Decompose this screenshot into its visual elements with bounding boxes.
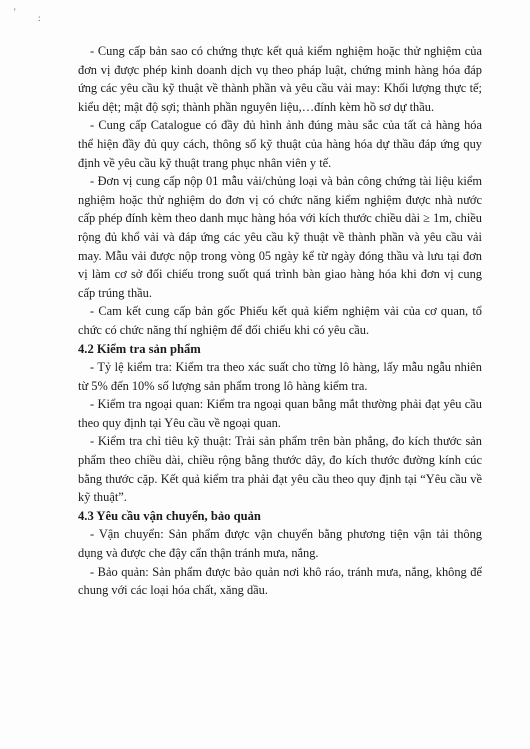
paragraph-certified-copy: - Cung cấp bản sao có chứng thực kết quả kiểm nghiệm hoặc thử nghiệm của đơn vị được phép kinh doanh dịch vụ theo pháp luật, chứng minh hàng hóa đáp ứng các yêu cầu kỹ thuật về thành phần và yêu cầu vải may: Khối lượng thực tế; kiểu dệt; mật độ sợi; thành phần nguyên liệu,…đính kèm hồ sơ dự thầu. xyxy=(78,44,482,114)
paragraph-fabric-sample: - Đơn vị cung cấp nộp 01 mẫu vải/chủng loại và bản công chứng tài liệu kiểm nghiệm hoặc thử nghiệm do đơn vị có chức năng kiểm nghiệm được nhà nước cấp phép đính kèm theo danh mục hàng hóa với kích thước chiều dài ≥ 1m, chiều rộng đủ khổ vải và đáp ứng các yêu cầu kỹ thuật về thành phần và yêu cầu vải may. Mẫu vải được nộp trong vòng 05 ngày kể từ ngày đóng thầu và lưu tại đơn vị làm cơ sở đối chiếu trong suốt quá trình bàn giao hàng hóa khi đơn vị cung cấp trúng thầu. xyxy=(78,174,482,300)
section-heading-product-inspection: 4.2 Kiểm tra sản phẩm xyxy=(78,341,201,356)
paragraph-catalogue: - Cung cấp Catalogue có đầy đủ hình ảnh đúng màu sắc của tất cả hàng hóa thể hiện đầy đủ quy cách, thông số kỹ thuật của hàng hóa dự thầu đáp ứng quy định về yêu cầu kỹ thuật trang phục nhân viên y tế. xyxy=(78,118,482,170)
paragraph-technical-inspection: - Kiểm tra chỉ tiêu kỹ thuật: Trải sản phẩm trên bàn phẳng, đo kích thước sản phẩm theo chiều dài, chiều rộng bằng thước dây, đo kích thước đường kính cúc bằng thước cặp. Kết quả kiểm tra phải đạt yêu cầu theo quy định tại “Yêu cầu về kỹ thuật”. xyxy=(78,434,482,505)
paragraph-inspection-rate: - Tỷ lệ kiểm tra: Kiểm tra theo xác suất cho từng lô hàng, lấy mẫu ngẫu nhiên từ 5% đến 10% số lượng sản phẩm trong lô hàng kiểm tra. xyxy=(78,360,482,393)
paragraph-commitment: - Cam kết cung cấp bản gốc Phiếu kết quả kiểm nghiệm vải của cơ quan, tổ chức có chức năng thí nghiệm để đối chiếu khi có yêu cầu. xyxy=(78,304,482,337)
scan-mark: : xyxy=(38,13,41,23)
section-heading-transport-storage: 4.3 Yêu cầu vận chuyển, bảo quản xyxy=(78,508,261,523)
document-body xyxy=(78,42,482,600)
paragraph-storage: - Bảo quản: Sản phẩm được bảo quản nơi khô ráo, tránh mưa, nắng, không để chung với các loại hóa chất, xăng dầu. xyxy=(78,564,482,598)
paragraph-visual-inspection: - Kiểm tra ngoại quan: Kiểm tra ngoại quan bằng mắt thường phải đạt yêu cầu theo quy định tại Yêu cầu về ngoại quan. xyxy=(78,397,482,430)
scan-mark: ' xyxy=(14,7,16,17)
paragraph-transport: - Vận chuyển: Sản phẩm được vận chuyển bằng phương tiện vận tải thông dụng và được che đậy cẩn thận tránh mưa, nắng. xyxy=(78,527,482,561)
